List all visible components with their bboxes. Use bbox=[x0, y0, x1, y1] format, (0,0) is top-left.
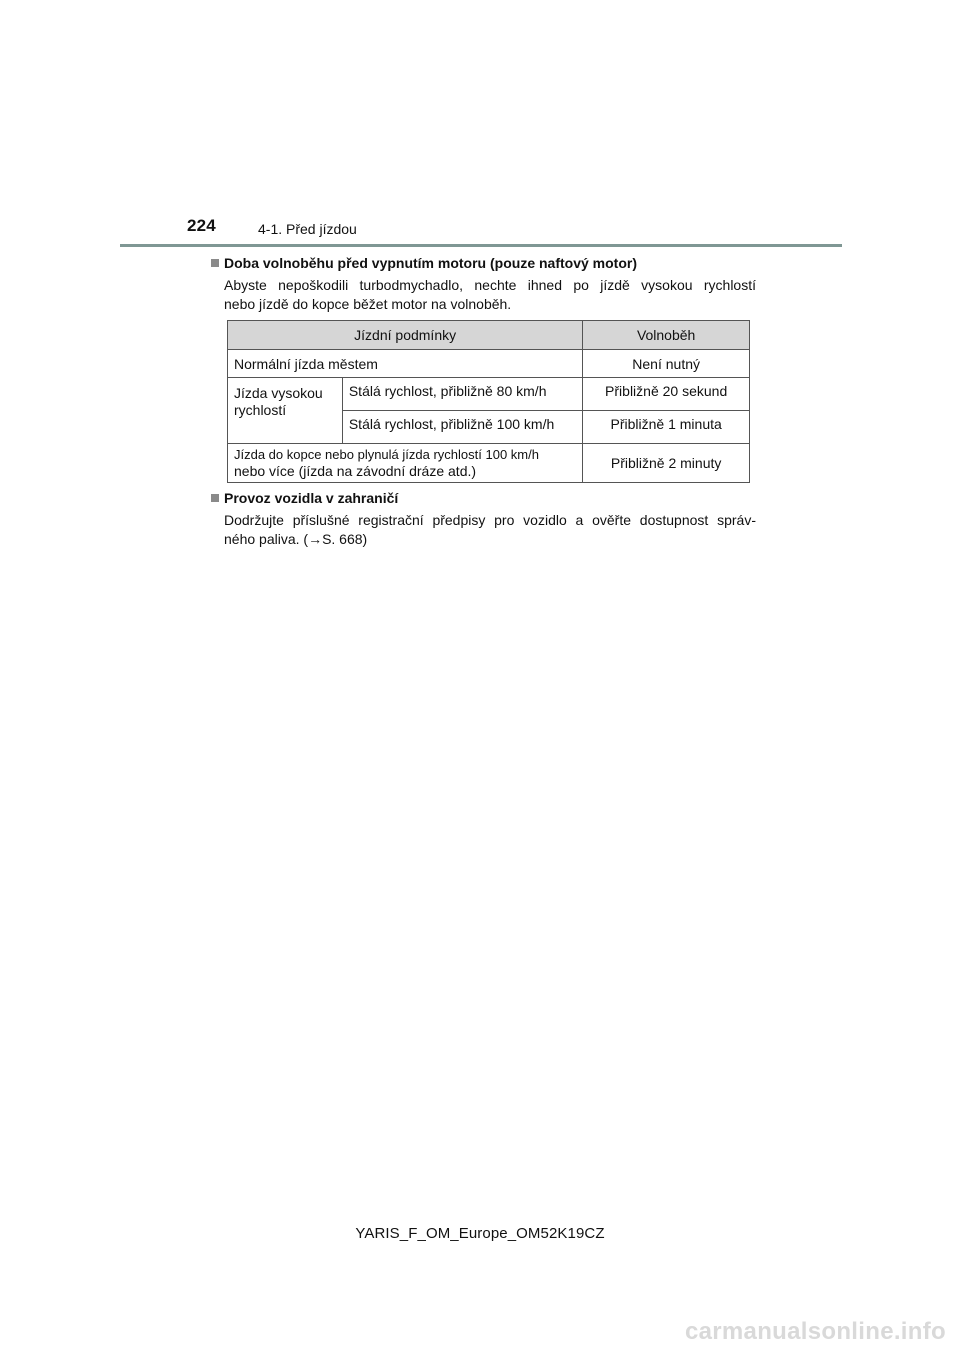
page-number: 224 bbox=[187, 216, 216, 235]
table-cell-idle: Přibližně 2 minuty bbox=[583, 444, 750, 483]
table-cell-idle: Není nutný bbox=[583, 350, 750, 378]
table-cell-idle: Přibližně 1 minuta bbox=[583, 411, 750, 444]
idle-section bbox=[211, 255, 756, 314]
arrow-right-icon: → bbox=[308, 531, 323, 547]
table-cell-condition bbox=[228, 444, 583, 483]
abroad-body-prefix: ného paliva. ( bbox=[224, 531, 309, 547]
table-cell-idle: Přibližně 20 sekund bbox=[583, 378, 750, 411]
table-row bbox=[228, 444, 750, 483]
idle-time-table bbox=[227, 320, 750, 483]
square-bullet-icon bbox=[211, 259, 219, 267]
table-row bbox=[228, 378, 750, 411]
watermark: carmanualsonline.info bbox=[684, 1318, 946, 1345]
abroad-section-heading bbox=[211, 490, 756, 507]
document-code: YARIS_F_OM_Europe_OM52K19CZ bbox=[355, 1225, 605, 1242]
square-bullet-icon bbox=[211, 494, 219, 502]
table-cell-condition-line: Jízda do kopce nebo plynulá jízda rychlostí 100 km/h bbox=[234, 447, 539, 462]
table-header-condition: Jízdní podmínky bbox=[228, 321, 583, 350]
header-divider bbox=[120, 244, 842, 247]
idle-section-body-line: Abyste nepoškodili turbodmychadlo, nechte ihned po jízdě vysokou rychlostí bbox=[224, 277, 756, 293]
abroad-section bbox=[211, 490, 756, 549]
page-reference-link[interactable]: S. 668) bbox=[322, 531, 368, 547]
table-header-row bbox=[228, 321, 750, 350]
idle-section-heading-text: Doba volnoběhu před vypnutím motoru (pouze naftový motor) bbox=[224, 255, 637, 271]
table-cell-group: Jízda vysokou rychlostí bbox=[228, 378, 343, 444]
idle-section-body-line: nebo jízdě do kopce běžet motor na volnoběh. bbox=[224, 296, 512, 312]
abroad-section-heading-text: Provoz vozidla v zahraničí bbox=[224, 490, 399, 506]
abroad-section-body-line bbox=[224, 530, 756, 549]
section-title: 4-1. Před jízdou bbox=[258, 221, 357, 237]
abroad-section-body bbox=[224, 511, 756, 549]
table-cell-condition-line: nebo více (jízda na závodní dráze atd.) bbox=[234, 463, 477, 479]
idle-section-body bbox=[224, 276, 756, 314]
abroad-section-body-line: Dodržujte příslušné registrační předpisy pro vozidlo a ověřte dostupnost správ- bbox=[224, 512, 756, 528]
table-cell-condition: Normální jízda městem bbox=[228, 350, 583, 378]
table-row bbox=[228, 350, 750, 378]
table-header-idle: Volnoběh bbox=[583, 321, 750, 350]
table-cell-condition: Stálá rychlost, přibližně 80 km/h bbox=[342, 378, 582, 411]
idle-section-heading bbox=[211, 255, 756, 272]
table-cell-condition: Stálá rychlost, přibližně 100 km/h bbox=[342, 411, 582, 444]
